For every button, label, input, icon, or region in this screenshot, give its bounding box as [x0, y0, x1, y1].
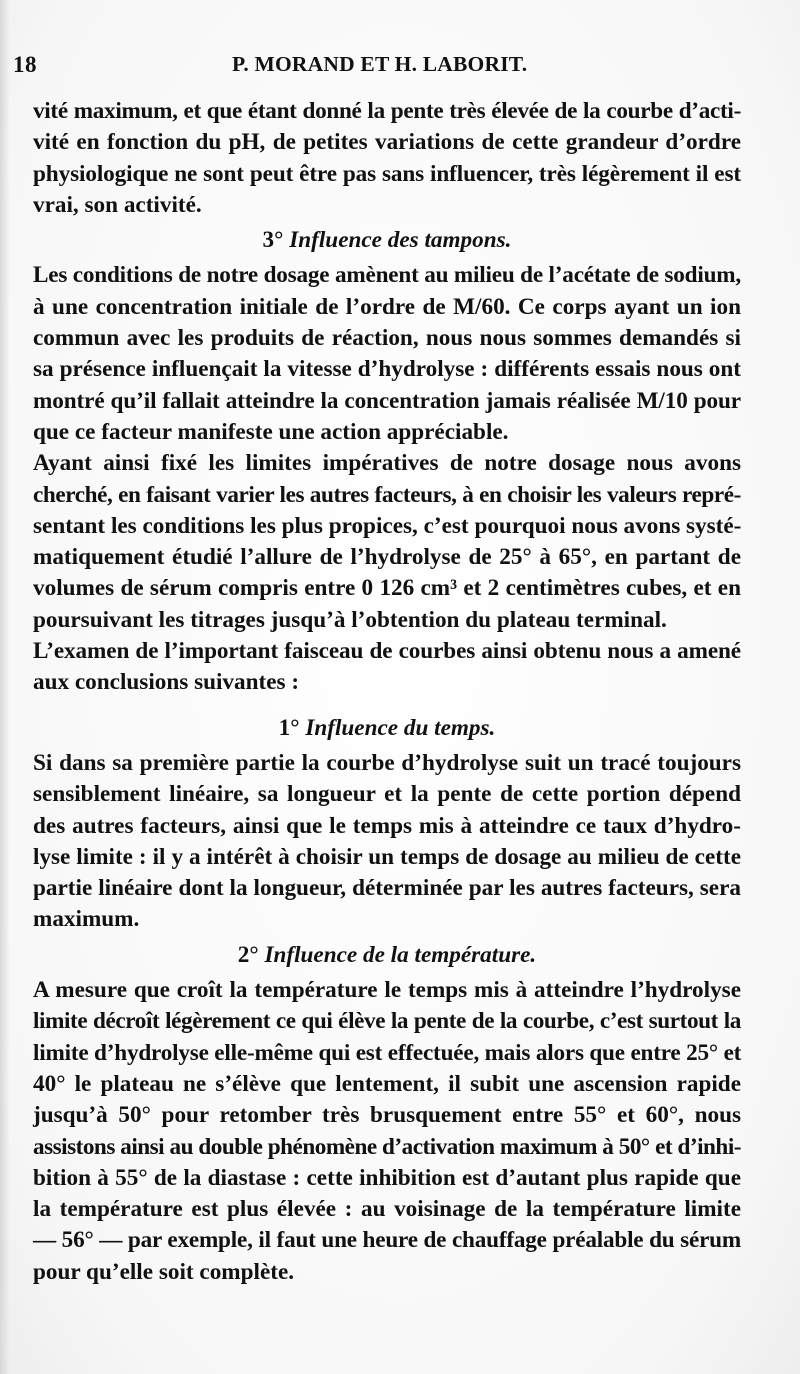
page-number: 18: [13, 52, 37, 77]
text-line: physiologique ne sont peut être pas sans influencer, très légèrement il est: [33, 160, 741, 187]
paragraph-3: [33, 448, 741, 636]
text-line: matiquement étudié l’allure de l’hydrolyse de 25° à 65°, en partant de: [33, 544, 741, 571]
section-number: 3°: [262, 227, 284, 254]
text-line: Les conditions de notre dosage amènent au milieu de l’acétate de sodium,: [33, 262, 741, 289]
text-line: sa présence influençait la vitesse d’hydrolyse : différents essais nous ont: [33, 356, 741, 383]
text-line: à une concentration initiale de l’ordre de M/60. Ce corps ayant un ion: [33, 293, 741, 320]
page-header: [0, 52, 800, 86]
text-line: vrai, son activité.: [33, 191, 202, 218]
text-line: maximum.: [33, 906, 140, 933]
paragraph-2: [33, 260, 741, 448]
section-heading-temperature: [33, 940, 741, 971]
text-line: bition à 55° de la diastase : cette inhibition est d’autant plus rapide que: [33, 1164, 741, 1191]
text-line: que ce facteur manifeste une action appréciable.: [33, 418, 509, 445]
text-line: volumes de sérum compris entre 0 126 cm³ et 2 centimètres cubes, et en: [33, 575, 741, 602]
text-line: limite d’hydrolyse elle-même qui est effectuée, mais alors que entre 25° et: [33, 1039, 742, 1066]
section-number: 2°: [237, 941, 259, 968]
paragraph-5: [33, 748, 741, 936]
text-line: assistons ainsi au double phénomène d’activation maximum à 50° et d’inhi-: [33, 1133, 741, 1160]
text-line: partie linéaire dont la longueur, déterminée par les autres facteurs, sera: [33, 875, 741, 902]
paragraph-1: [33, 96, 741, 221]
text-line: cherché, en faisant varier les autres facteurs, à en choisir les valeurs repré-: [33, 481, 741, 508]
text-line: poursuivant les titrages jusqu’à l’obtention du plateau terminal.: [33, 606, 667, 633]
text-line: pour qu’elle soit complète.: [33, 1258, 295, 1285]
section-title: Influence du temps.: [305, 714, 496, 741]
text-line: lyse limite : il y a intérêt à choisir un temps de dosage au milieu de cette: [33, 843, 741, 870]
text-line: jusqu’à 50° pour retomber très brusquement entre 55° et 60°, nous: [33, 1102, 741, 1129]
text-line: Si dans sa première partie la courbe d’hydrolyse suit un tracé toujours: [33, 749, 741, 776]
text-line: vité maximum, et que étant donné la pente très élevée de la courbe d’acti-: [33, 98, 741, 124]
text-line: L’examen de l’important faisceau de courbes ainsi obtenu nous a amené: [33, 638, 741, 665]
section-title: Influence des tampons.: [289, 227, 512, 254]
text-line: montré qu’il fallait atteindre la concentration jamais réalisée M/10 pour: [33, 387, 741, 414]
text-line: 40° le plateau ne s’élève que lentement, il subit une ascension rapide: [33, 1070, 741, 1097]
paragraph-4: [33, 636, 741, 699]
page-gutter-shadow: [0, 0, 10, 1374]
text-line: vité en fonction du pH, de petites variations de cette grandeur d’ordre: [33, 129, 741, 156]
text-line: limite décroît légèrement ce qui élève la pente de la courbe, c’est surtout la: [33, 1008, 741, 1035]
text-line: Ayant ainsi fixé les limites impératives de notre dosage nous avons: [33, 450, 741, 477]
text-line: sentant les conditions les plus propices, c’est pourquoi nous avons systé-: [33, 512, 742, 539]
text-line: la température est plus élevée : au voisinage de la température limite: [33, 1196, 741, 1223]
section-title: Influence de la température.: [264, 941, 537, 968]
text-line: aux conclusions suivantes :: [33, 669, 300, 696]
section-heading-temps: [33, 713, 741, 744]
section-number: 1°: [278, 714, 300, 741]
text-line: des autres facteurs, ainsi que le temps mis à atteindre ce taux d’hydro-: [33, 812, 741, 839]
section-heading-tampons: [33, 225, 741, 256]
text-line: sensiblement linéaire, sa longueur et la pente de cette portion dépend: [33, 781, 741, 808]
text-line: A mesure que croît la température le temps mis à atteindre l’hydrolyse: [33, 977, 741, 1004]
paragraph-6: [33, 975, 741, 1288]
running-head: P. MORAND ET H. LABORIT.: [232, 52, 528, 76]
text-line: — 56° — par exemple, il faut une heure de chauffage préalable du sérum: [33, 1227, 741, 1254]
text-line: commun avec les produits de réaction, nous nous sommes demandés si: [33, 325, 741, 352]
body-text: [33, 96, 741, 1288]
